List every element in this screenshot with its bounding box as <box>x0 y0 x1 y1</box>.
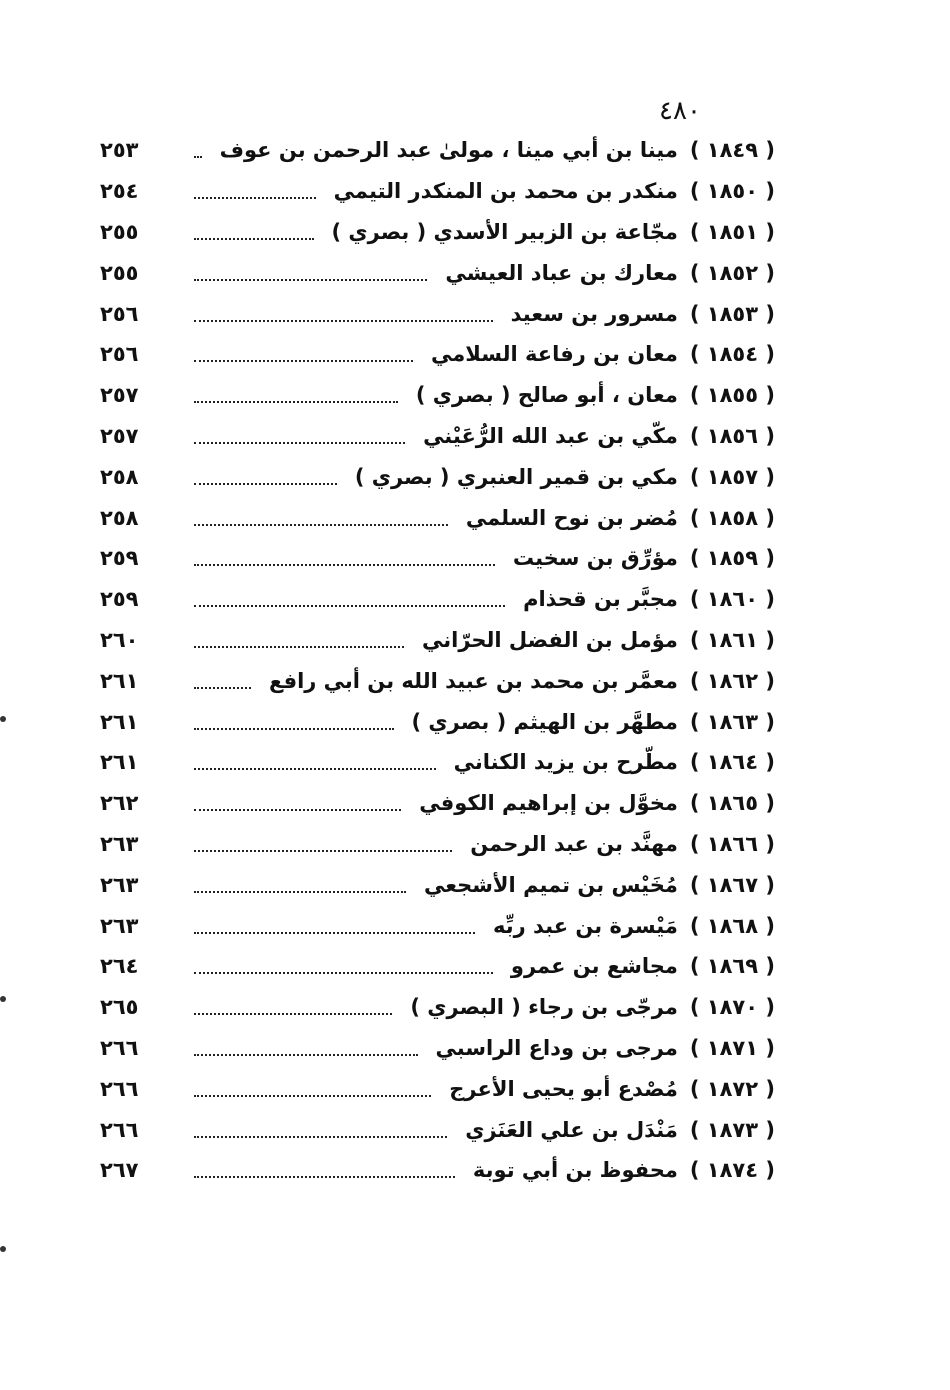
entry-number: ( ١٨٦٠ ) <box>689 587 775 612</box>
index-entry <box>100 171 775 212</box>
index-entry <box>100 620 775 661</box>
entry-number: ( ١٨٥١ ) <box>689 219 775 244</box>
entry-page: ٢٥٣ <box>100 138 139 163</box>
entry-page: ٢٥٨ <box>100 464 139 489</box>
entry-name: مرجّى بن رجاء ( البصري ) <box>410 995 678 1020</box>
dot-leader <box>194 1054 418 1056</box>
index-entry <box>100 293 775 334</box>
entry-number: ( ١٨٧١ ) <box>689 1035 775 1060</box>
entry-number: ( ١٨٦٢ ) <box>689 668 775 693</box>
entry-page: ٢٦٦ <box>100 1035 139 1060</box>
scan-mark <box>0 1246 6 1252</box>
dot-leader <box>194 932 475 934</box>
entry-page: ٢٦١ <box>100 709 139 734</box>
dot-leader <box>194 646 404 648</box>
dot-leader <box>194 238 314 240</box>
entry-number: ( ١٨٦١ ) <box>689 627 775 652</box>
entry-name: مكّي بن عبد الله الرُّعَيْني <box>423 423 678 448</box>
index-entry <box>100 497 775 538</box>
entry-page: ٢٦٧ <box>100 1158 139 1183</box>
entry-name: مهنَّد بن عبد الرحمن <box>470 831 678 856</box>
entry-name: مجّاعة بن الزبير الأسدي ( بصري ) <box>331 219 678 244</box>
entry-name: منكدر بن محمد بن المنكدر التيمي <box>333 179 678 204</box>
entry-name: مكي بن قمير العنبري ( بصري ) <box>354 464 678 489</box>
index-entry <box>100 742 775 783</box>
entry-page: ٢٦١ <box>100 668 139 693</box>
entry-number: ( ١٨٧٢ ) <box>689 1076 775 1101</box>
dot-leader <box>194 524 448 526</box>
entry-page: ٢٥٧ <box>100 423 139 448</box>
index-entry <box>100 864 775 905</box>
index-entry <box>100 1068 775 1109</box>
dot-leader <box>194 850 452 852</box>
entry-number: ( ١٨٥٥ ) <box>689 383 775 408</box>
dot-leader <box>194 728 394 730</box>
entry-page: ٢٥٨ <box>100 505 139 530</box>
index-entry <box>100 130 775 171</box>
entry-name: مخوَّل بن إبراهيم الكوفي <box>419 791 678 816</box>
dot-leader <box>194 605 505 607</box>
index-list <box>100 130 775 1191</box>
index-entry <box>100 416 775 457</box>
dot-leader <box>194 483 337 485</box>
dot-leader <box>194 1095 431 1097</box>
entry-page: ٢٦٠ <box>100 627 139 652</box>
entry-number: ( ١٨٦٥ ) <box>689 791 775 816</box>
entry-page: ٢٦٦ <box>100 1117 139 1142</box>
entry-page: ٢٥٩ <box>100 546 139 571</box>
index-entry <box>100 1109 775 1150</box>
entry-page: ٢٦٤ <box>100 954 139 979</box>
entry-number: ( ١٨٥٢ ) <box>689 260 775 285</box>
index-entry <box>100 660 775 701</box>
index-entry <box>100 375 775 416</box>
entry-number: ( ١٨٦٣ ) <box>689 709 775 734</box>
entry-number: ( ١٨٦٧ ) <box>689 872 775 897</box>
index-entry <box>100 212 775 253</box>
dot-leader <box>194 1136 447 1138</box>
entry-name: مُخَيْس بن تميم الأشجعي <box>424 872 678 897</box>
dot-leader <box>194 320 493 322</box>
entry-name: مينا بن أبي مينا ، مولىٰ عبد الرحمن بن عوف <box>219 138 678 163</box>
dot-leader <box>194 768 436 770</box>
entry-name: مُضر بن نوح السلمي <box>465 505 678 530</box>
entry-name: مؤرِّق بن سخيت <box>512 546 678 571</box>
entry-name: مجاشع بن عمرو <box>510 954 678 979</box>
index-entry <box>100 701 775 742</box>
entry-page: ٢٦٣ <box>100 913 139 938</box>
dot-leader <box>194 564 495 566</box>
entry-number: ( ١٨٧٠ ) <box>689 995 775 1020</box>
entry-number: ( ١٨٥٨ ) <box>689 505 775 530</box>
entry-name: معان ، أبو صالح ( بصري ) <box>415 383 678 408</box>
index-entry <box>100 579 775 620</box>
index-entry <box>100 905 775 946</box>
entry-page: ٢٥٦ <box>100 301 139 326</box>
dot-leader <box>194 401 398 403</box>
scan-mark <box>0 716 6 722</box>
entry-page: ٢٥٩ <box>100 587 139 612</box>
index-entry <box>100 456 775 497</box>
dot-leader <box>194 809 401 811</box>
dot-leader <box>194 1176 455 1178</box>
page-number: ٤٨٠ <box>659 96 701 126</box>
entry-name: معمَّر بن محمد بن عبيد الله بن أبي رافع <box>268 668 678 693</box>
index-entry <box>100 252 775 293</box>
dot-leader <box>194 197 316 199</box>
entry-name: محفوظ بن أبي توبة <box>472 1158 678 1183</box>
entry-page: ٢٥٥ <box>100 260 139 285</box>
dot-leader <box>194 972 493 974</box>
dot-leader <box>194 442 405 444</box>
entry-number: ( ١٨٧٤ ) <box>689 1158 775 1183</box>
entry-number: ( ١٨٦٦ ) <box>689 831 775 856</box>
entry-page: ٢٦٥ <box>100 995 139 1020</box>
entry-page: ٢٦٣ <box>100 872 139 897</box>
entry-number: ( ١٨٥٣ ) <box>689 301 775 326</box>
scan-mark <box>0 996 6 1002</box>
entry-number: ( ١٨٥٧ ) <box>689 464 775 489</box>
dot-leader <box>194 687 251 689</box>
entry-number: ( ١٨٤٩ ) <box>689 138 775 163</box>
entry-number: ( ١٨٥٦ ) <box>689 423 775 448</box>
entry-name: مَنْدَل بن علي العَنَزي <box>465 1117 678 1142</box>
entry-page: ٢٦٦ <box>100 1076 139 1101</box>
entry-page: ٢٥٦ <box>100 342 139 367</box>
index-entry <box>100 946 775 987</box>
dot-leader <box>194 360 413 362</box>
index-entry <box>100 1028 775 1069</box>
entry-page: ٢٥٥ <box>100 219 139 244</box>
entry-number: ( ١٨٥٤ ) <box>689 342 775 367</box>
entry-name: مطهَّر بن الهيثم ( بصري ) <box>411 709 678 734</box>
entry-page: ٢٦٣ <box>100 831 139 856</box>
index-entry <box>100 538 775 579</box>
entry-page: ٢٥٤ <box>100 179 139 204</box>
entry-name: مجبَّر بن قحذام <box>523 587 678 612</box>
dot-leader <box>194 279 427 281</box>
entry-name: معارك بن عباد العيشي <box>445 260 678 285</box>
entry-name: مُصْدع أبو يحيى الأعرج <box>449 1076 678 1101</box>
index-entry <box>100 987 775 1028</box>
entry-number: ( ١٨٧٣ ) <box>689 1117 775 1142</box>
dot-leader <box>194 1013 392 1015</box>
entry-page: ٢٥٧ <box>100 383 139 408</box>
index-entry <box>100 783 775 824</box>
index-entry <box>100 1150 775 1191</box>
entry-name: مطّرح بن يزيد الكناني <box>453 750 678 775</box>
entry-number: ( ١٨٥٠ ) <box>689 179 775 204</box>
entry-number: ( ١٨٥٩ ) <box>689 546 775 571</box>
entry-page: ٢٦١ <box>100 750 139 775</box>
entry-name: مَيْسرة بن عبد ربِّه <box>492 913 678 938</box>
entry-page: ٢٦٢ <box>100 791 139 816</box>
entry-name: مؤمل بن الفضل الحرّاني <box>421 627 678 652</box>
entry-number: ( ١٨٦٩ ) <box>689 954 775 979</box>
dot-leader <box>194 891 406 893</box>
index-entry <box>100 824 775 865</box>
entry-name: مسرور بن سعيد <box>510 301 678 326</box>
entry-number: ( ١٨٦٨ ) <box>689 913 775 938</box>
entry-name: معان بن رفاعة السلامي <box>431 342 678 367</box>
entry-name: مرجى بن وداع الراسبي <box>435 1035 678 1060</box>
dot-leader <box>194 156 202 158</box>
index-entry <box>100 334 775 375</box>
entry-number: ( ١٨٦٤ ) <box>689 750 775 775</box>
